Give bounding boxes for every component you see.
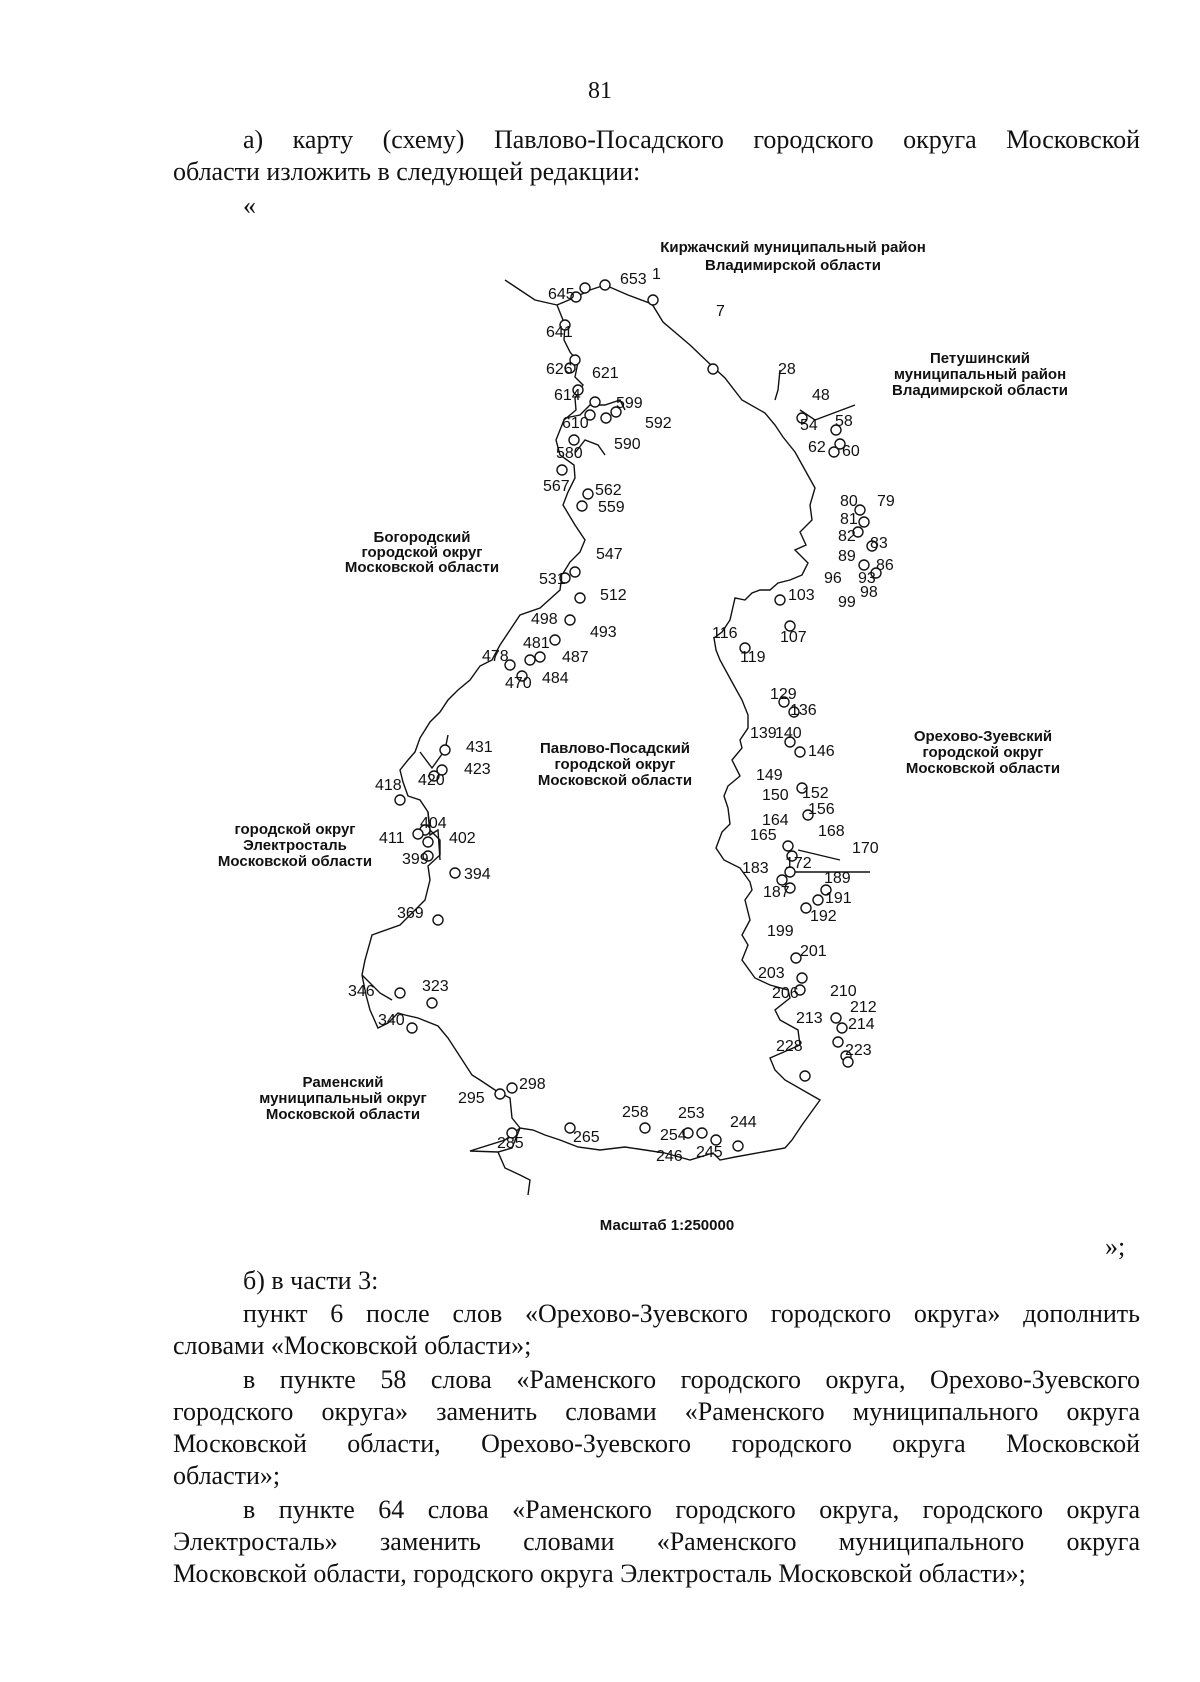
open-quote: «	[243, 191, 256, 220]
point-marker	[708, 364, 718, 374]
point-label-139: 139	[750, 725, 777, 742]
region-center-line-1: Павлово-Посадский	[539, 740, 691, 757]
region-ne-line-1: Петушинский	[929, 350, 1031, 367]
point-marker	[697, 1128, 707, 1138]
paragraph-a-line-1: а) карту (схему) Павлово-Посадского городского округа Московской	[243, 125, 1140, 154]
point-label-645: 645	[548, 286, 575, 303]
region-south-line-2: муниципальный округ	[259, 1090, 427, 1107]
point-label-149: 149	[756, 767, 783, 784]
point-label-140: 140	[775, 725, 802, 742]
point-label-641: 641	[546, 324, 573, 341]
point-label-86: 86	[876, 557, 894, 574]
point-label-165: 165	[750, 827, 777, 844]
region-east-line-2: городской округ	[922, 744, 1044, 761]
point-label-614: 614	[554, 387, 581, 404]
point-label-253: 253	[678, 1105, 705, 1122]
point-marker	[831, 1013, 841, 1023]
point-label-81: 81	[840, 511, 858, 528]
point-label-210: 210	[830, 983, 857, 1000]
point-marker	[837, 1023, 847, 1033]
point-marker	[557, 465, 567, 475]
point-marker	[577, 501, 587, 511]
point-label-244: 244	[730, 1114, 757, 1131]
point-label-187: 187	[763, 884, 790, 901]
point-marker	[648, 295, 658, 305]
point-label-93: 93	[858, 570, 876, 587]
map-scale: Масштаб 1:250000	[599, 1217, 735, 1234]
point-marker	[583, 489, 593, 499]
point-label-192: 192	[810, 908, 837, 925]
point-marker	[859, 560, 869, 570]
point-marker	[813, 895, 823, 905]
region-east-line-3: Московской области	[905, 760, 1061, 777]
point-label-621: 621	[592, 365, 619, 382]
region-center-line-3: Московской области	[537, 772, 693, 789]
point-marker	[525, 655, 535, 665]
point-marker	[535, 652, 545, 662]
point-label-323: 323	[422, 978, 449, 995]
point-label-189: 189	[824, 870, 851, 887]
region-labels	[218, 239, 1068, 1123]
point-label-83: 83	[870, 535, 888, 552]
point-label-590: 590	[614, 436, 641, 453]
point-label-254: 254	[660, 1127, 687, 1144]
point-58-line-4: области»;	[173, 1461, 281, 1490]
point-marker	[800, 1071, 810, 1081]
point-marker	[495, 1089, 505, 1099]
point-label-206: 206	[772, 985, 799, 1002]
point-label-213: 213	[796, 1010, 823, 1027]
point-marker	[580, 283, 590, 293]
point-label-168: 168	[818, 823, 845, 840]
region-west-line-1: Богородский	[373, 529, 471, 546]
region-ne-line-2: муниципальный район	[893, 366, 1067, 383]
point-marker	[395, 795, 405, 805]
region-south-line-1: Раменский	[302, 1074, 384, 1091]
point-label-1: 1	[652, 266, 661, 283]
point-label-265: 265	[573, 1129, 600, 1146]
point-label-399: 399	[402, 851, 429, 868]
point-label-512: 512	[600, 587, 627, 604]
point-label-498: 498	[531, 611, 558, 628]
point-label-228: 228	[776, 1038, 803, 1055]
point-64-line-3: Московской области, городского округа Электросталь Московской области»;	[173, 1559, 1026, 1588]
point-label-599: 599	[616, 395, 643, 412]
point-label-404: 404	[420, 815, 447, 832]
point-marker	[640, 1123, 650, 1133]
close-quote: »;	[1105, 1232, 1126, 1261]
point-marker	[395, 988, 405, 998]
point-label-54: 54	[800, 417, 818, 434]
region-sw-line-2: Электросталь	[243, 837, 347, 854]
point-marker	[859, 517, 869, 527]
region-south-line-3: Московской области	[265, 1106, 421, 1123]
point-label-481: 481	[523, 635, 550, 652]
point-label-164: 164	[762, 812, 789, 829]
point-label-285: 285	[497, 1135, 524, 1152]
point-64-line-2: Электросталь» заменить словами «Раменского муниципального округа	[173, 1527, 1140, 1556]
point-label-411: 411	[379, 830, 405, 847]
point-label-298: 298	[519, 1076, 546, 1093]
point-label-136: 136	[790, 702, 817, 719]
point-marker	[427, 998, 437, 1008]
point-marker	[829, 447, 839, 457]
point-marker	[733, 1141, 743, 1151]
region-sw-line-3: Московской области	[217, 853, 373, 870]
region-ne-line-3: Владимирской области	[892, 382, 1068, 399]
point-label-567: 567	[543, 478, 570, 495]
point-label-394: 394	[464, 866, 491, 883]
region-west-line-3: Московской области	[344, 559, 500, 576]
point-label-547: 547	[596, 546, 623, 563]
point-label-96: 96	[824, 570, 842, 587]
point-marker	[601, 413, 611, 423]
south-tail	[498, 1152, 530, 1195]
point-marker	[507, 1083, 517, 1093]
region-center-line-2: городской округ	[554, 756, 676, 773]
point-label-340: 340	[378, 1012, 405, 1029]
point-label-98: 98	[860, 584, 878, 601]
point-label-559: 559	[598, 499, 625, 516]
point-label-203: 203	[758, 965, 785, 982]
point-marker	[775, 595, 785, 605]
point-label-212: 212	[850, 999, 877, 1016]
point-58-line-2: городского округа» заменить словами «Раменского муниципального округа	[173, 1397, 1140, 1426]
point-marker	[569, 435, 579, 445]
point-marker	[570, 567, 580, 577]
point-marker	[783, 841, 793, 851]
point-58-line-3: Московской области, Орехово-Зуевского городского округа Московской	[173, 1429, 1140, 1458]
point-label-99: 99	[838, 594, 856, 611]
point-marker	[433, 915, 443, 925]
point-label-170: 170	[852, 840, 879, 857]
point-label-402: 402	[449, 830, 476, 847]
point-label-346: 346	[348, 983, 375, 1000]
point-label-48: 48	[812, 387, 830, 404]
point-label-653: 653	[620, 271, 647, 288]
point-6-line-1: пункт 6 после слов «Орехово-Зуевского городского округа» дополнить	[243, 1299, 1140, 1328]
point-58-line-1: в пункте 58 слова «Раменского городского округа, Орехово-Зуевского	[243, 1365, 1140, 1394]
point-label-214: 214	[848, 1016, 875, 1033]
point-marker	[440, 745, 450, 755]
point-label-82: 82	[838, 528, 856, 545]
point-label-493: 493	[590, 624, 617, 641]
point-label-199: 199	[767, 923, 794, 940]
point-label-191: 191	[825, 890, 852, 907]
point-marker	[795, 747, 805, 757]
region-sw-line-1: городской округ	[234, 821, 356, 838]
point-label-223: 223	[845, 1042, 872, 1059]
point-label-369: 369	[397, 905, 424, 922]
point-label-626: 626	[546, 361, 573, 378]
region-east-line-1: Орехово-Зуевский	[913, 728, 1053, 745]
point-marker	[565, 615, 575, 625]
point-label-183: 183	[742, 860, 769, 877]
point-label-89: 89	[838, 548, 856, 565]
point-label-201: 201	[800, 943, 827, 960]
point-marker	[450, 868, 460, 878]
point-label-562: 562	[595, 482, 622, 499]
point-label-610: 610	[562, 415, 589, 432]
point-label-7: 7	[716, 303, 725, 320]
point-label-487: 487	[562, 649, 589, 666]
point-label-152: 152	[802, 785, 829, 802]
point-marker	[590, 397, 600, 407]
point-label-295: 295	[458, 1090, 485, 1107]
point-label-172: 172	[785, 855, 812, 872]
point-label-103: 103	[788, 587, 815, 604]
point-label-592: 592	[645, 415, 672, 432]
point-marker	[423, 837, 433, 847]
point-label-478: 478	[482, 648, 509, 665]
point-marker	[833, 1037, 843, 1047]
point-label-470: 470	[505, 675, 532, 692]
point-marker	[797, 973, 807, 983]
point-label-245: 245	[696, 1144, 723, 1161]
point-label-107: 107	[780, 629, 807, 646]
point-labels	[348, 266, 895, 1165]
point-label-418: 418	[375, 777, 402, 794]
point-label-79: 79	[877, 493, 895, 510]
point-label-119: 119	[740, 649, 766, 666]
point-marker	[407, 1023, 417, 1033]
point-6-line-2: словами «Московской области»;	[173, 1331, 532, 1360]
point-label-116: 116	[712, 625, 738, 642]
point-marker	[550, 635, 560, 645]
point-64-line-1: в пункте 64 слова «Раменского городского округа, городского округа	[243, 1495, 1140, 1524]
region-north-line-2: Владимирской области	[705, 257, 881, 274]
point-label-258: 258	[622, 1104, 649, 1121]
point-marker	[600, 280, 610, 290]
point-label-146: 146	[808, 743, 835, 760]
point-label-156: 156	[808, 801, 835, 818]
point-label-246: 246	[656, 1148, 683, 1165]
point-label-431: 431	[466, 739, 493, 756]
point-label-60: 60	[842, 443, 860, 460]
point-label-62: 62	[808, 439, 826, 456]
point-label-58: 58	[835, 413, 853, 430]
region-west-line-2: городской округ	[361, 544, 483, 561]
page-number: 81	[588, 78, 612, 104]
point-label-423: 423	[464, 761, 491, 778]
region-north-line-1: Киржачский муниципальный район	[660, 239, 926, 256]
point-marker	[575, 593, 585, 603]
point-label-28: 28	[778, 361, 796, 378]
point-label-484: 484	[542, 670, 569, 687]
point-label-420: 420	[418, 772, 445, 789]
point-label-150: 150	[762, 787, 789, 804]
point-label-580: 580	[556, 445, 583, 462]
point-label-129: 129	[770, 686, 797, 703]
point-label-531: 531	[539, 571, 566, 588]
paragraph-b-title: б) в части 3:	[243, 1266, 379, 1295]
paragraph-a-line-2: области изложить в следующей редакции:	[173, 157, 641, 186]
point-label-80: 80	[840, 493, 858, 510]
